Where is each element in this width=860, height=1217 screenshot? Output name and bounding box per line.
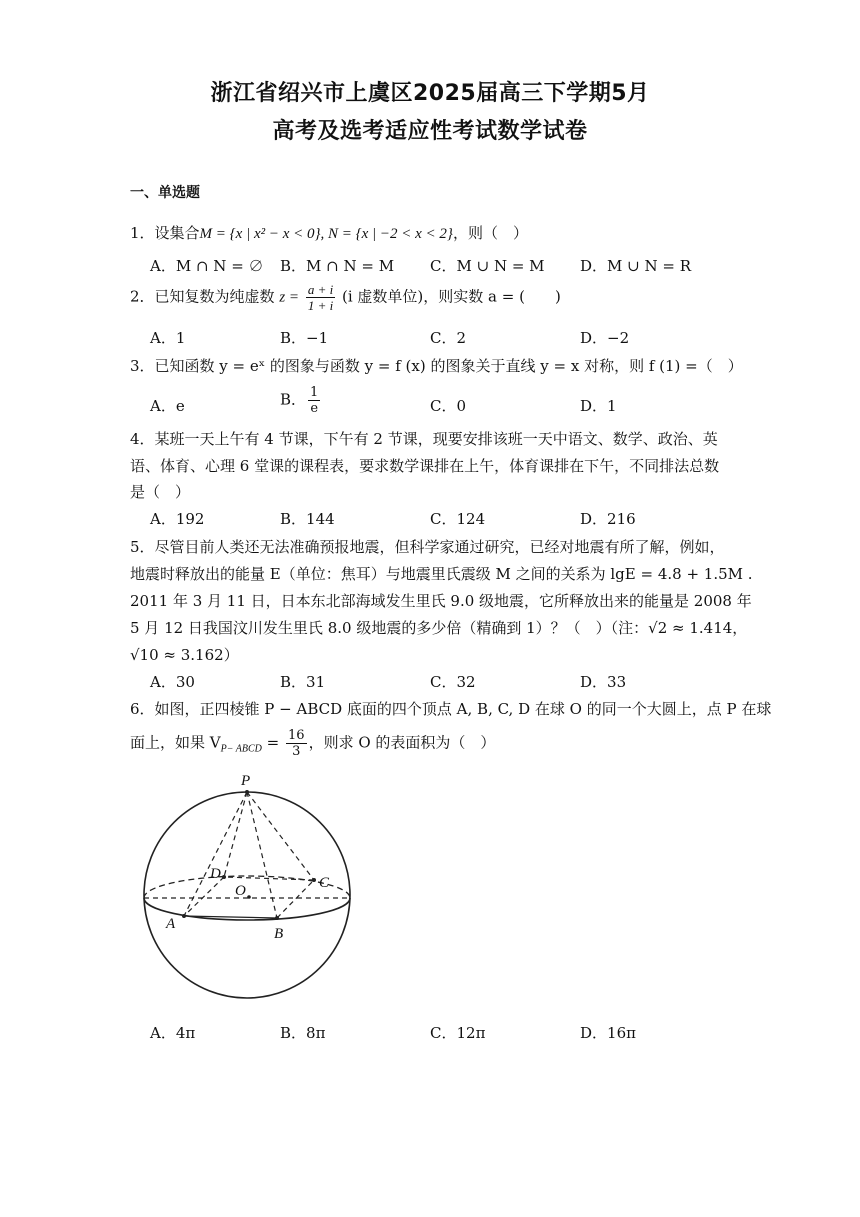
q6-option-d: D．16π	[580, 1024, 636, 1042]
q2-option-c: C．2	[430, 329, 467, 347]
edge-da	[184, 877, 224, 916]
q4-option-c: C．124	[430, 510, 486, 528]
q1-suffix: ，则（ ）	[452, 224, 528, 242]
label-a: A	[166, 916, 176, 932]
q2-fraction	[306, 282, 335, 313]
q3-option-c: C．0	[430, 397, 467, 415]
q6-line2-prefix: 面上，如果 V	[130, 733, 221, 752]
q3-option-b	[280, 385, 322, 416]
question-4-line-2: 语、体育、心理 6 堂课的课程表，要求数学课排在上午，体育课排在下午，不同排法总数	[130, 457, 720, 475]
edge-bc	[277, 880, 314, 918]
q1-option-d: D．M ∪ N = R	[580, 257, 692, 275]
q5-option-c: C．32	[430, 673, 476, 691]
q6-volume-subscript: P− ABCD	[220, 743, 262, 755]
q3-option-b-numerator: 1	[310, 385, 319, 400]
sphere-pyramid-figure	[142, 770, 372, 1000]
q5-option-b: B．31	[280, 673, 326, 691]
question-5-line-4: 5 月 12 日我国汶川发生里氏 8.0 级地震的多少倍（精确到 1）？（ ）（注：√2 ≈ 1.414，	[130, 619, 748, 637]
q4-option-b: B．144	[280, 510, 335, 528]
q6-line2-suffix: ，则求 O 的表面积为（ ）	[308, 733, 496, 752]
q2-numerator: a + i	[307, 282, 334, 297]
question-5-line-2: 地震时释放出的能量 E（单位：焦耳）与地震里氏震级 M 之间的关系为 lgE = 4.8 + 1.5M .	[130, 565, 753, 583]
edge-pb	[247, 792, 277, 918]
q6-fraction	[286, 728, 307, 759]
q6-option-c: C．12π	[430, 1024, 486, 1042]
label-o: O	[235, 883, 246, 899]
question-4-line-3: 是（ ）	[130, 483, 191, 501]
question-3: 3．已知函数 y = eˣ 的图象与函数 y = f (x) 的图象关于直线 y = x 对称，则 f (1) =（ ）	[130, 357, 743, 375]
q1-prefix: 1．设集合	[130, 224, 200, 242]
q5-option-d: D．33	[580, 673, 627, 691]
edge-pd	[224, 792, 247, 877]
q2-option-d: D．−2	[580, 329, 630, 347]
q6-numerator: 16	[288, 728, 305, 743]
question-2	[130, 282, 561, 313]
question-4-line-1: 4．某班一天上午有 4 节课，下午有 2 节课，现要安排该班一天中语文、数学、政治、英	[130, 430, 718, 448]
q6-denominator: 3	[292, 744, 301, 759]
label-d: D	[210, 866, 221, 882]
q1-sets: M = {x | x² − x < 0}, N = {x | −2 < x < 2}	[199, 226, 453, 242]
q2-z: z =	[279, 289, 300, 306]
label-b: B	[274, 926, 284, 942]
question-6-line-1: 6．如图，正四棱锥 P − ABCD 底面的四个顶点 A, B, C, D 在球 O 的同一个大圆上，点 P 在球	[130, 700, 772, 718]
section-heading: 一、单选题	[130, 185, 200, 201]
q6-option-b: B．8π	[280, 1024, 326, 1042]
q5-option-a: A．30	[150, 673, 195, 691]
q3-option-d: D．1	[580, 397, 617, 415]
question-1	[130, 222, 528, 243]
q4-option-a: A．192	[150, 510, 205, 528]
q1-option-a: A．M ∩ N = ∅	[150, 257, 264, 275]
q1-option-c: C．M ∪ N = M	[430, 257, 545, 275]
q3-option-b-label: B．	[280, 390, 307, 409]
q2-denominator: 1 + i	[307, 298, 334, 313]
q2-option-b: B．−1	[280, 329, 329, 347]
label-c: C	[319, 875, 330, 891]
document-title-line-2: 高考及选考适应性考试数学试卷	[272, 119, 588, 144]
edge-cd	[224, 877, 314, 880]
q1-option-b: B．M ∩ N = M	[280, 257, 395, 275]
question-5-line-3: 2011 年 3 月 11 日，日本东北部海域发生里氏 9.0 级地震，它所释放出来的能量是 2008 年	[130, 592, 752, 610]
sphere-outline	[144, 792, 350, 998]
question-6-line-2	[130, 728, 495, 759]
document-title-line-1: 浙江省绍兴市上虞区2025届高三下学期5月	[210, 81, 650, 106]
q2-suffix: (i 虚数单位)，则实数 a = ( )	[342, 287, 561, 306]
label-p: P	[241, 773, 251, 789]
question-5-line-5: √10 ≈ 3.162）	[130, 646, 239, 664]
q6-equals: =	[261, 733, 285, 752]
q2-prefix: 2．已知复数为纯虚数	[130, 287, 275, 306]
q2-option-a: A．1	[150, 329, 186, 347]
q3-option-a: A．e	[150, 397, 185, 415]
q3-option-b-denominator: e	[310, 401, 319, 416]
q4-option-d: D．216	[580, 510, 636, 528]
q6-option-a: A．4π	[150, 1024, 196, 1042]
q3-option-b-fraction	[308, 385, 320, 416]
question-5-line-1: 5．尽管目前人类还无法准确预报地震，但科学家通过研究，已经对地震有所了解，例如，	[130, 538, 725, 556]
